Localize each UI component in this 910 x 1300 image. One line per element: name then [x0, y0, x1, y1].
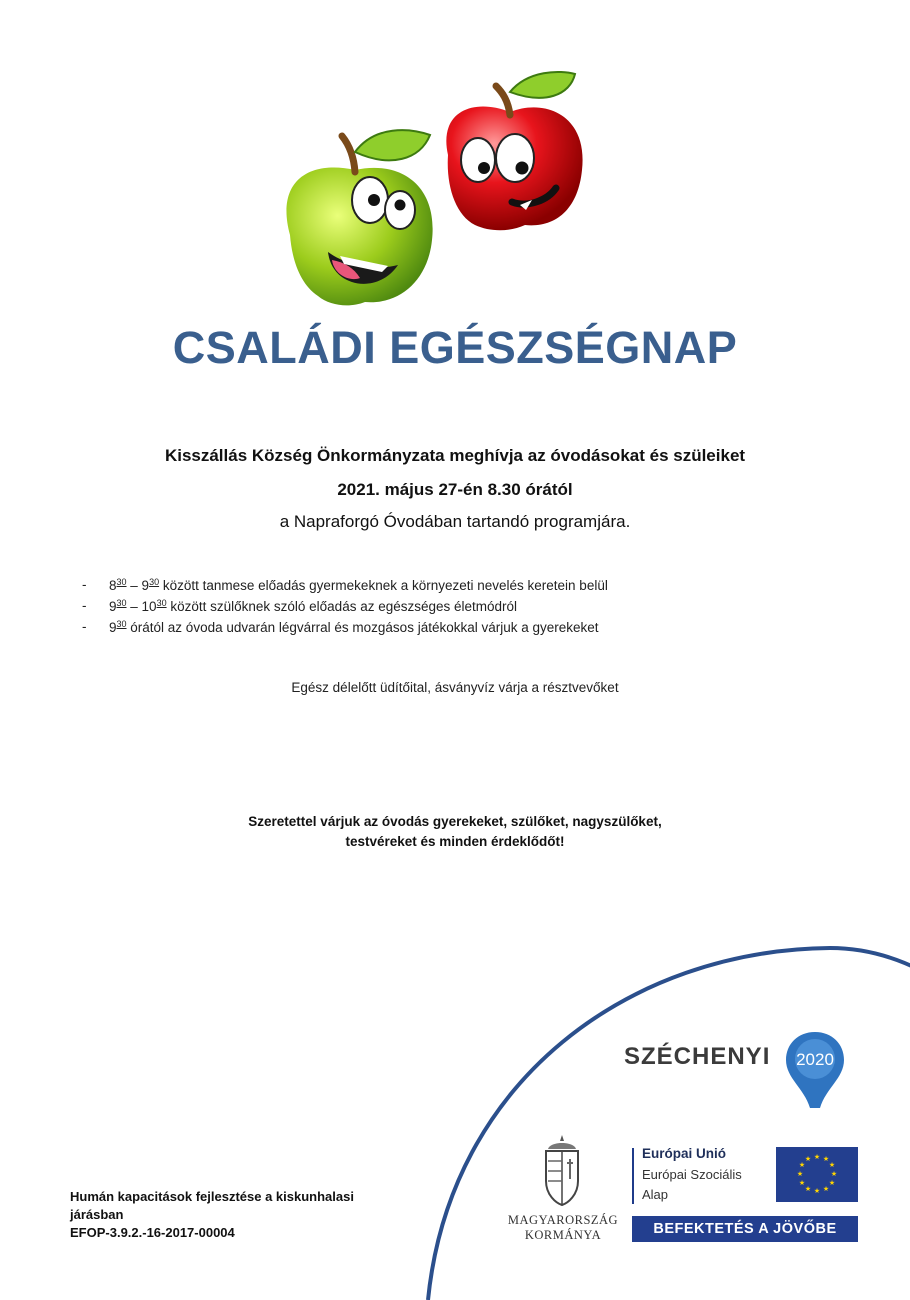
footer-line-1: Humán kapacitások fejlesztése a kiskunhalasi [70, 1189, 354, 1204]
apples-illustration [270, 60, 610, 310]
eu-label-1: Európai Unió [642, 1146, 726, 1161]
intro-line-2: 2021. május 27-én 8.30 órától [337, 480, 573, 499]
svg-text:★: ★ [822, 1155, 830, 1163]
red-apple-icon [446, 72, 582, 230]
decorative-arc [360, 940, 910, 1300]
page-title: CSALÁDI EGÉSZSÉGNAP [172, 322, 738, 373]
svg-text:★: ★ [822, 1185, 830, 1193]
bullet-dash: - [82, 619, 87, 634]
svg-text:★: ★ [830, 1170, 838, 1178]
svg-text:★: ★ [828, 1179, 836, 1187]
green-apple-icon [286, 130, 432, 305]
government-logo-line-1: MAGYARORSZÁG [507, 1213, 619, 1227]
intro-line-1: Kisszállás Község Önkormányzata meghívja az óvodásokat és szüleiket [164, 446, 746, 465]
szechenyi-year: 2020 [796, 1050, 834, 1069]
szechenyi-logo-text: SZÉCHENYI [624, 1043, 771, 1070]
refreshments-note: Egész délelőtt üdítőital, ásványvíz várja a résztvevőket [291, 680, 619, 695]
svg-text:★: ★ [798, 1161, 806, 1169]
investment-banner: BEFEKTETÉS A JÖVŐBE [632, 1216, 858, 1242]
program-item-text: $9^{30} - 10^{30}$ között szülőknek szóló előadás az egészséges életmódról [109, 598, 518, 614]
svg-text:★: ★ [796, 1170, 804, 1178]
coat-of-arms-icon [540, 1133, 584, 1209]
program-item-text: $8^{30} - 9^{30}$ között tanmese előadás gyermekeknek a környezeti nevelés keretein belül [109, 577, 608, 593]
program-item-text: $9^{30}$ órától az óvoda udvarán légvárral és mozgásos játékokkal várjuk a gyerekeket [109, 619, 599, 635]
bullet-dash: - [82, 598, 87, 613]
eu-label-2: Európai Szociális [642, 1167, 742, 1182]
svg-text:★: ★ [813, 1187, 821, 1195]
location-pin-icon [784, 1030, 846, 1110]
intro-line-3: a Napraforgó Óvodában tartandó programjára. [279, 512, 631, 531]
svg-text:★: ★ [828, 1161, 836, 1169]
svg-text:★: ★ [804, 1155, 812, 1163]
eu-divider [632, 1148, 634, 1204]
footer-line-3: EFOP-3.9.2.-16-2017-00004 [70, 1225, 235, 1240]
eu-flag-icon [776, 1147, 858, 1202]
svg-text:★: ★ [813, 1153, 821, 1161]
svg-text:★: ★ [804, 1185, 812, 1193]
eu-label-3: Alap [642, 1187, 669, 1202]
government-logo-line-2: KORMÁNYA [524, 1228, 602, 1242]
svg-text:★: ★ [798, 1179, 806, 1187]
welcome-line-1: Szeretettel várjuk az óvodás gyerekeket, szülőket, nagyszülőket, [248, 814, 662, 829]
welcome-line-2: testvéreket és minden érdeklődőt! [345, 834, 565, 849]
footer-line-2: járásban [70, 1207, 124, 1222]
welcome-message [0, 812, 910, 852]
project-footer [70, 1188, 430, 1242]
bullet-dash: - [82, 577, 87, 592]
